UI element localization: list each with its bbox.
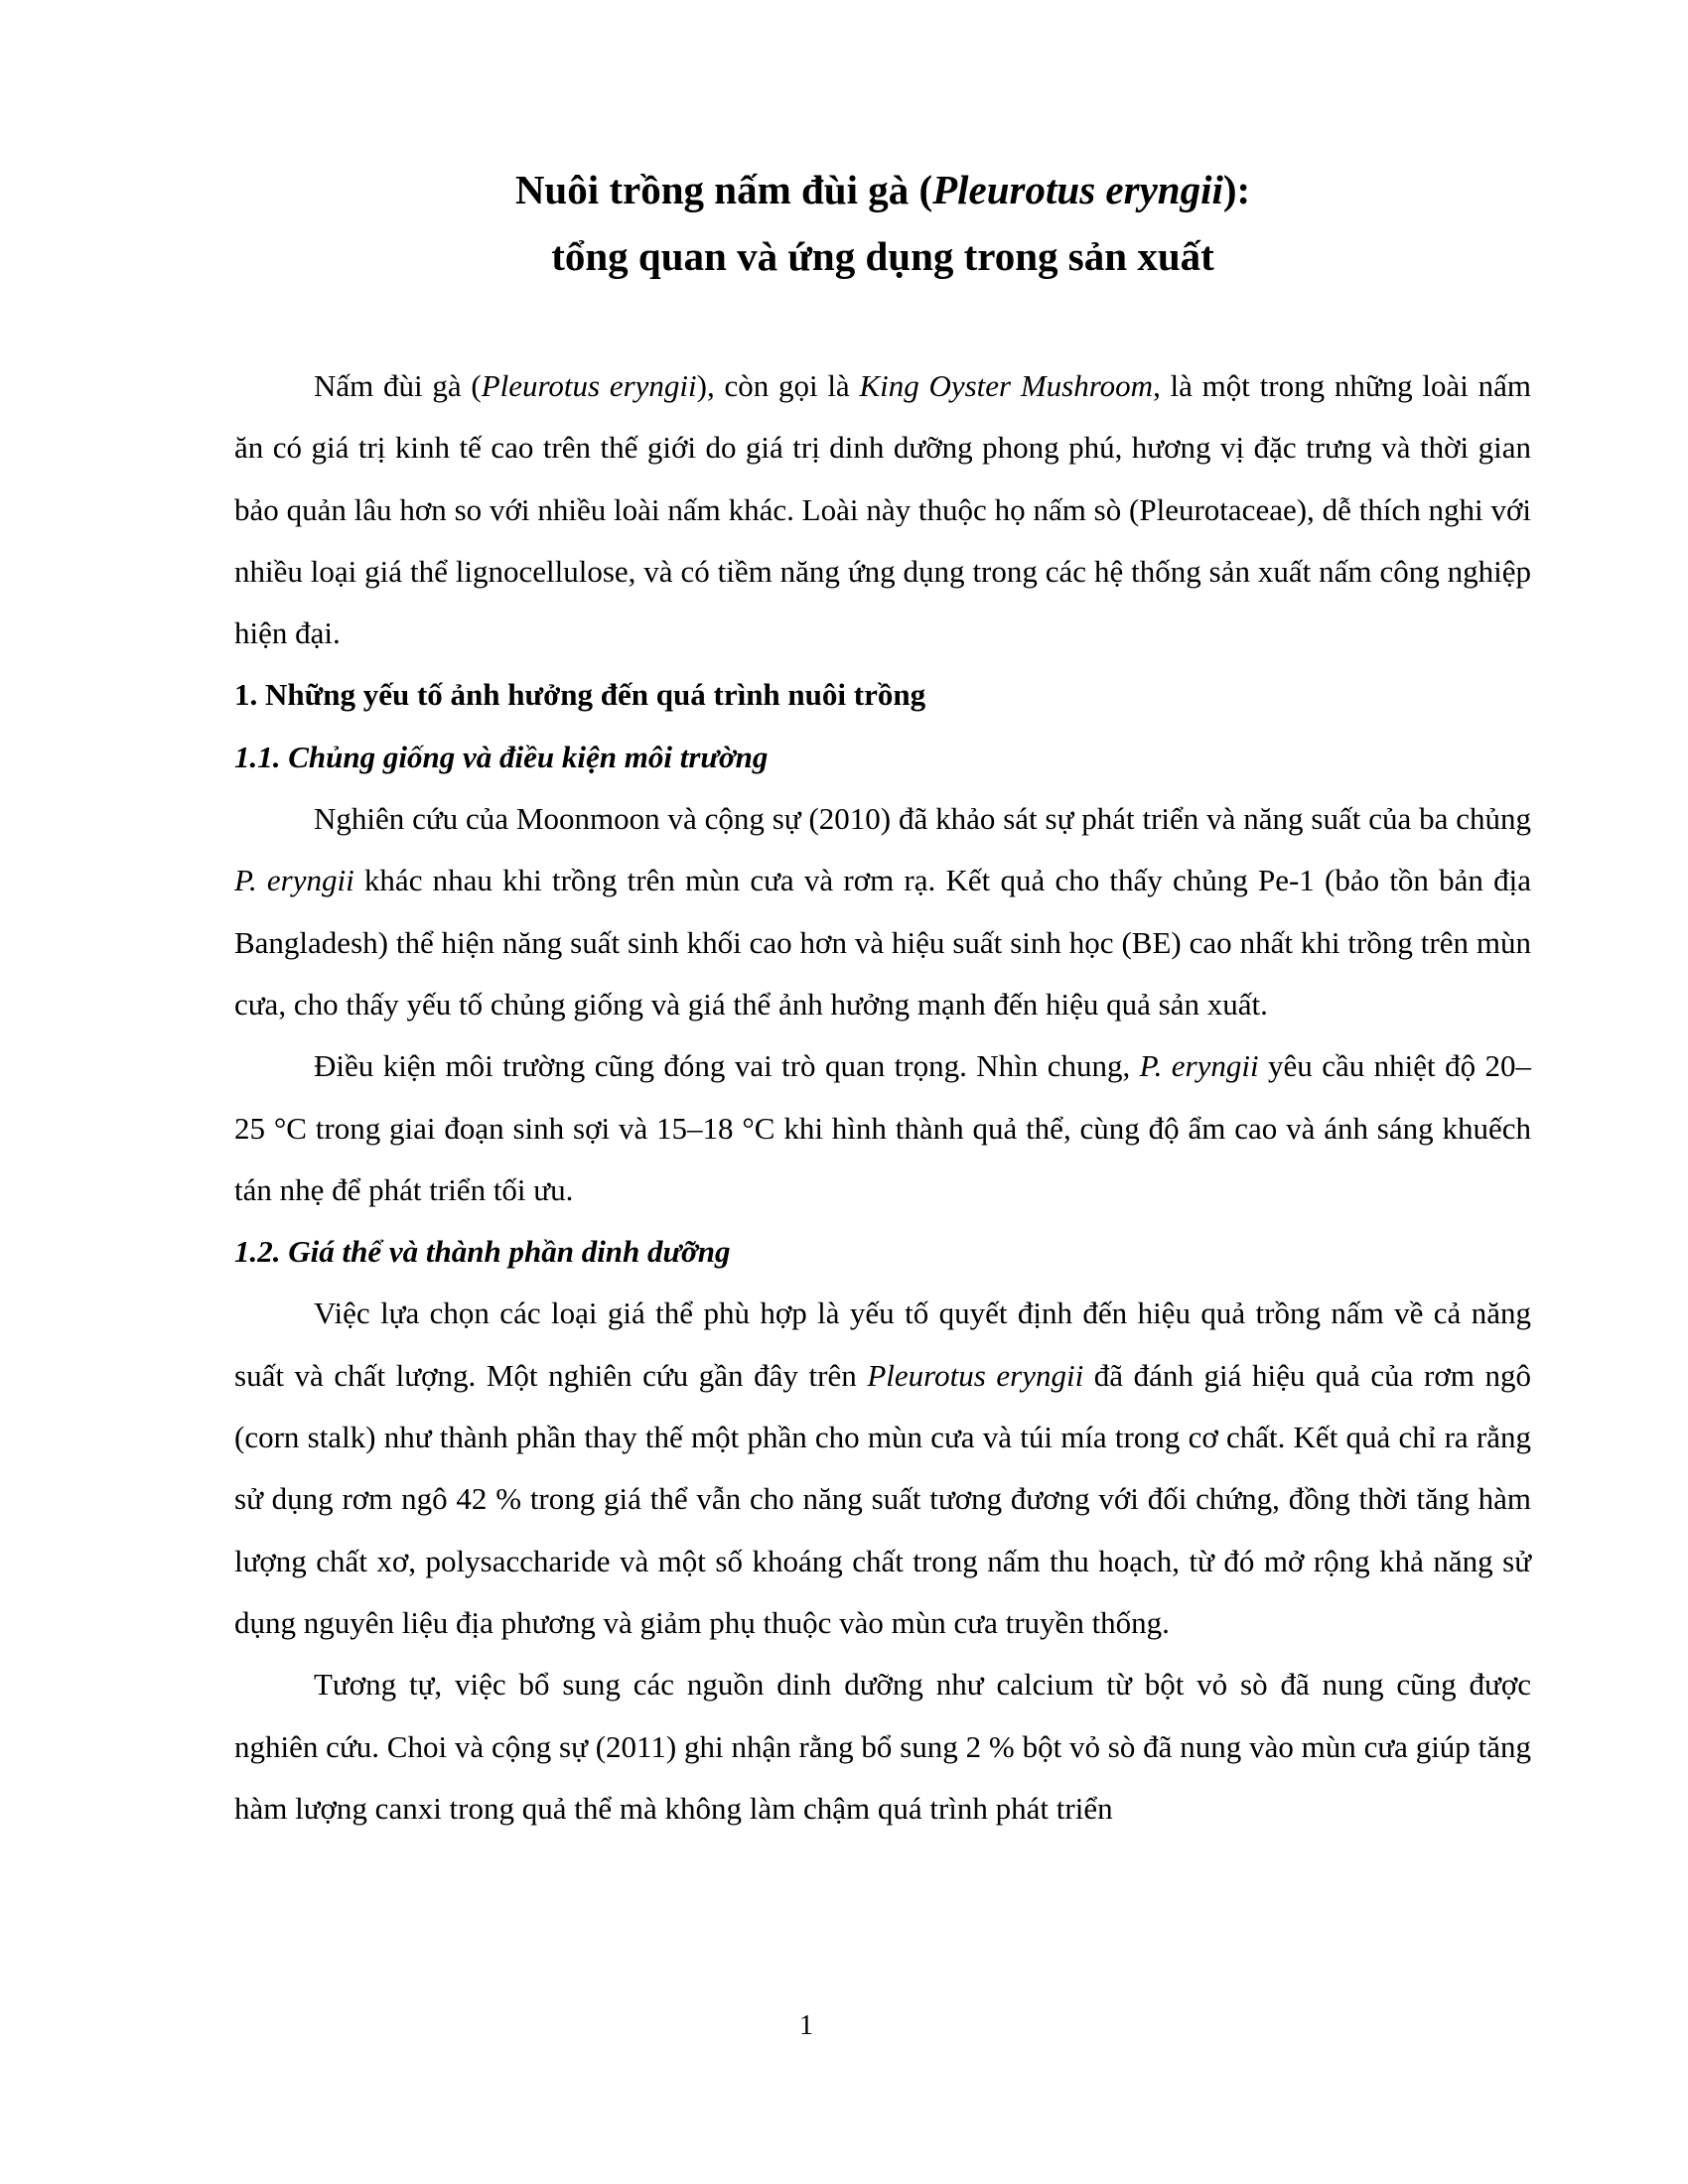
document-title xyxy=(234,157,1531,290)
species-name: Pleurotus eryngii xyxy=(481,368,697,403)
title-line-1: Nuôi trồng nấm đùi gà (Pleurotus eryngii): xyxy=(514,167,1251,212)
document-body xyxy=(234,355,1531,1840)
species-name: P. eryngii xyxy=(234,863,354,898)
title-species-name: Pleurotus eryngii xyxy=(932,167,1223,212)
page-number: 1 xyxy=(799,2010,813,2041)
title-line-2: tổng quan và ứng dụng trong sản xuất xyxy=(551,233,1214,279)
paragraph-calcium: Tương tự, việc bổ sung các nguồn dinh dưỡng như calcium từ bột vỏ sò đã nung cũng được nghiên cứu. Choi và cộng sự (2011) ghi nhận rằng bổ sung 2 % bột vỏ sò đã nung vào mùn cưa giúp tăng hàm lượng canxi trong quả thể mà không làm chậm quá trình phát triển xyxy=(234,1667,1531,1826)
intro-paragraph: Nấm đùi gà (Pleurotus eryngii), còn gọi là King Oyster Mushroom, là một trong những loài nấm ăn có giá trị kinh tế cao trên thế giới do giá trị dinh dưỡng phong phú, hương vị đặc trưng và thời gian bảo quản lâu hơn so với nhiều loài nấm khác. Loài này thuộc họ nấm sò (Pleurotaceae), dễ thích nghi với nhiều loại giá thể lignocellulose, và có tiềm năng ứng dụng trong các hệ thống sản xuất nấm công nghiệp hiện đại. xyxy=(234,368,1531,651)
species-name: Pleurotus eryngii xyxy=(867,1357,1084,1393)
common-name: King Oyster Mushroom xyxy=(859,368,1154,403)
subsection-heading-1-2: 1.2. Giá thể và thành phần dinh dưỡng xyxy=(234,1234,731,1270)
species-name: P. eryngii xyxy=(1139,1048,1259,1084)
paragraph-environment: Điều kiện môi trường cũng đóng vai trò quan trọng. Nhìn chung, P. eryngii yêu cầu nhiệt độ 20–25 °C trong giai đoạn sinh sợi và 15–18 °C khi hình thành quả thể, cùng độ ẩm cao và ánh sáng khuếch tán nhẹ để phát triển tối ưu. xyxy=(234,1048,1532,1207)
paragraph-strains: Nghiên cứu của Moonmoon và cộng sự (2010) đã khảo sát sự phát triển và năng suất của ba chủng P. eryngii khác nhau khi trồng trên mùn cưa và rơm rạ. Kết quả cho thấy chủng Pe-1 (bảo tồn bản địa Bangladesh) thể hiện năng suất sinh khối cao hơn và hiệu suất sinh học (BE) cao nhất khi trồng trên mùn cưa, cho thấy yếu tố chủng giống và giá thể ảnh hưởng mạnh đến hiệu quả sản xuất. xyxy=(234,801,1531,1022)
section-heading-1: 1. Những yếu tố ảnh hưởng đến quá trình nuôi trồng xyxy=(234,677,926,713)
paragraph-substrate: Việc lựa chọn các loại giá thể phù hợp là yếu tố quyết định đến hiệu quả trồng nấm về cả năng suất và chất lượng. Một nghiên cứu gần đây trên Pleurotus eryngii đã đánh giá hiệu quả của rơm ngô (corn stalk) như thành phần thay thế một phần cho mùn cưa và túi mía trong cơ chất. Kết quả chỉ ra rằng sử dụng rơm ngô 42 % trong giá thể vẫn cho năng suất tương đương với đối chứng, đồng thời tăng hàm lượng chất xơ, polysaccharide và một số khoáng chất trong nấm thu hoạch, từ đó mở rộng khả năng sử dụng nguyên liệu địa phương và giảm phụ thuộc vào mùn cưa truyền thống. xyxy=(234,1296,1531,1640)
subsection-heading-1-1: 1.1. Chủng giống và điều kiện môi trường xyxy=(234,739,769,774)
